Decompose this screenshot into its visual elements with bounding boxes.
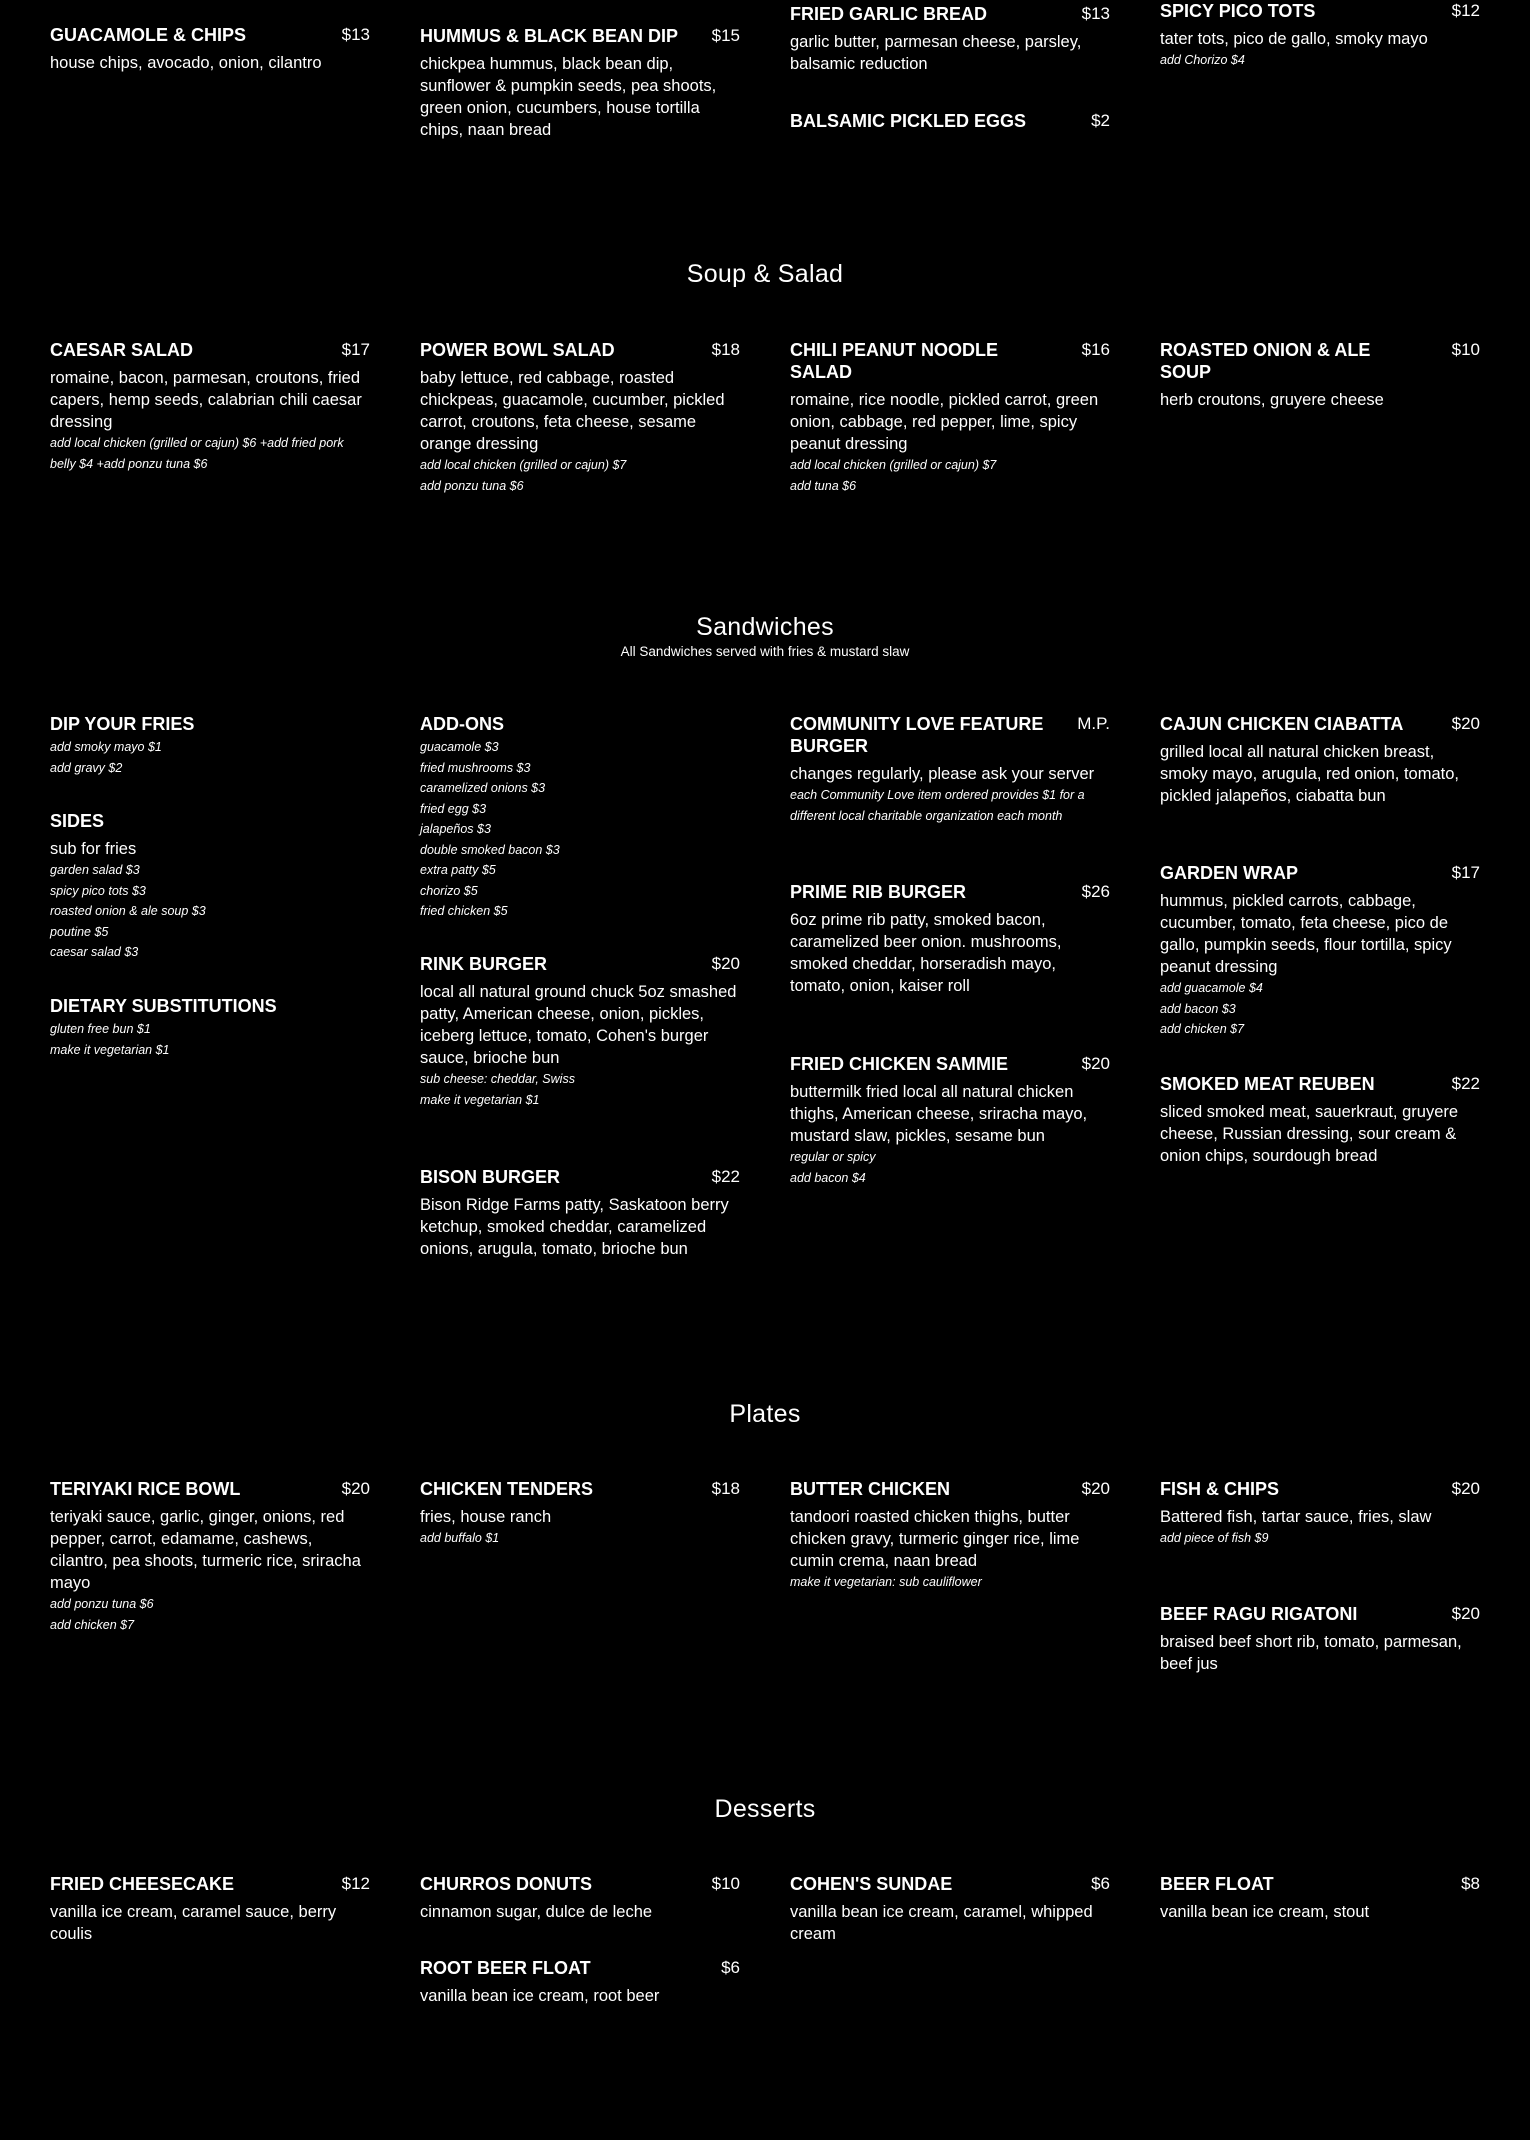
menu-item-note: add bacon $3 (1160, 1001, 1236, 1016)
menu-item-note: add gravy $2 (50, 760, 123, 775)
menu-item-price: $17 (341, 340, 370, 359)
menu-item-name: ROOT BEER FLOAT (420, 1958, 591, 1978)
menu-item-description: 6oz prime rib patty, smoked bacon, caramelized beer onion. mushrooms, smoked cheddar, horseradish mayo, tomato, onion, kaiser roll (790, 911, 1062, 995)
menu-item-smoked-meat-reuben (1160, 1073, 1480, 1167)
menu-item-name: GARDEN WRAP (1160, 863, 1298, 883)
menu-item-description: Battered fish, tartar sauce, fries, slaw (1160, 1508, 1432, 1526)
menu-item-price: $16 (1081, 340, 1110, 359)
menu-item-price: $20 (341, 1479, 370, 1498)
menu-item-description: changes regularly, please ask your server (790, 765, 1095, 783)
menu-item-name: CAJUN CHICKEN CIABATTA (1160, 714, 1404, 734)
section-title-sandwiches: Sandwiches (696, 613, 834, 641)
menu-item-note: jalapeños $3 (420, 822, 491, 836)
menu-item-header (420, 1957, 740, 1979)
menu-item-fried-cheesecake (50, 1873, 370, 1945)
menu-item-note: double smoked bacon $3 (420, 842, 560, 857)
menu-item-prime-rib-burger (790, 881, 1110, 997)
menu-item-fried-chicken-sammie (790, 1053, 1110, 1188)
menu-item-price: $18 (711, 340, 740, 359)
menu-item-header (420, 1873, 740, 1895)
menu-item-description: braised beef short rib, tomato, parmesan, beef jus (1160, 1633, 1462, 1673)
menu-item-name: SPICY PICO TOTS (1160, 1, 1316, 21)
menu-item-price: $6 (721, 1958, 740, 1977)
menu-item-note: fried chicken $5 (420, 904, 508, 918)
menu-item-name: FISH & CHIPS (1160, 1479, 1280, 1499)
menu-item-notes (50, 433, 370, 474)
menu-item-price: $8 (1461, 1874, 1480, 1893)
menu-item-note: add local chicken (grilled or cajun) $6 +add fried pork belly $4 +add ponzu tuna $6 (50, 436, 344, 471)
menu-item-hummus-and-black-bean-dip (420, 25, 740, 141)
menu-item-header (420, 953, 740, 975)
menu-item-note: guacamole $3 (420, 740, 499, 754)
menu-item-notes (420, 455, 740, 496)
section-title-plates: Plates (729, 1400, 801, 1428)
menu-item-churros-donuts (420, 1873, 740, 1923)
menu-item-price: $15 (711, 26, 740, 45)
menu-item-note: make it vegetarian: sub cauliflower (790, 1575, 982, 1589)
menu-item-name: GUACAMOLE & CHIPS (50, 25, 247, 45)
menu-item-header (790, 3, 1110, 25)
menu-item-price: $10 (1451, 340, 1480, 359)
menu-item-name: BUTTER CHICKEN (790, 1479, 950, 1499)
menu-item-price: $10 (711, 1874, 740, 1893)
menu-item-note: regular or spicy (790, 1150, 876, 1164)
menu-item-dip-your-fries (50, 713, 370, 778)
menu-item-name: TERIYAKI RICE BOWL (50, 1479, 241, 1499)
menu-item-name: RINK BURGER (420, 954, 548, 974)
menu-item-header (1160, 1603, 1480, 1625)
menu-item-caesar-salad (50, 339, 370, 474)
menu-item-balsamic-pickled-eggs (790, 110, 1110, 132)
menu-item-name: PRIME RIB BURGER (790, 882, 967, 902)
section-title-desserts: Desserts (714, 1795, 816, 1823)
menu-item-header (420, 1166, 740, 1188)
menu-item-notes (50, 1019, 370, 1060)
menu-item-header (790, 713, 1110, 757)
menu-item-price: $20 (1451, 714, 1480, 733)
menu-item-name: SIDES (50, 811, 105, 831)
menu-item-note: poutine $5 (50, 924, 109, 939)
menu-item-price: $17 (1451, 863, 1480, 882)
menu-item-price: M.P. (1077, 714, 1110, 733)
menu-item-note: fried egg $3 (420, 801, 487, 816)
menu-item-description: tater tots, pico de gallo, smoky mayo (1160, 30, 1428, 48)
menu-item-header (50, 995, 370, 1017)
menu-item-description: chickpea hummus, black bean dip, sunflower & pumpkin seeds, pea shoots, green onion, cucumbers, house tortilla chips, naan bread (420, 55, 717, 139)
menu-item-note: add chicken $7 (50, 1617, 135, 1632)
menu-item-header (790, 881, 1110, 903)
menu-item-notes (790, 1147, 1110, 1188)
menu-item-note: add local chicken (grilled or cajun) $7 (790, 458, 997, 472)
menu-item-description: romaine, rice noodle, pickled carrot, green onion, cabbage, red pepper, lime, spicy peanut dressing (790, 391, 1099, 453)
menu-item-note: add local chicken (grilled or cajun) $7 (420, 458, 627, 472)
menu-item-description: grilled local all natural chicken breast, smoky mayo, arugula, red onion, tomato, pickled jalapeños, ciabatta bun (1160, 743, 1459, 805)
menu-item-rink-burger (420, 953, 740, 1110)
menu-item-name: CHICKEN TENDERS (420, 1479, 594, 1499)
menu-item-description: fries, house ranch (420, 1508, 552, 1526)
menu-item-header (1160, 713, 1480, 735)
menu-item-header (1160, 339, 1480, 383)
menu-item-header (790, 110, 1110, 132)
menu-item-name: ADD-ONS (420, 714, 504, 734)
menu-item-description: local all natural ground chuck 5oz smashed patty, American cheese, onion, pickles, iceberg lettuce, tomato, Cohen's burger sauce, brioche bun (420, 983, 737, 1067)
menu-item-note: extra patty $5 (420, 863, 496, 877)
menu-item-beer-float (1160, 1873, 1480, 1923)
menu-item-note: caesar salad $3 (50, 945, 139, 959)
menu-item-notes (420, 1069, 740, 1110)
menu-item-price: $6 (1091, 1874, 1110, 1893)
menu-item-description: teriyaki sauce, garlic, ginger, onions, red pepper, carrot, edamame, cashews, cilantro, pea shoots, turmeric rice, sriracha mayo (50, 1508, 361, 1592)
menu-item-price: $13 (1081, 4, 1110, 23)
menu-item-beef-ragu-rigatoni (1160, 1603, 1480, 1675)
menu-item-header (420, 339, 740, 361)
menu-item-name: COMMUNITY LOVE FEATURE BURGER (790, 714, 1044, 756)
menu-item-header (50, 1873, 370, 1895)
menu-item-notes (790, 1572, 1110, 1593)
menu-item-notes (1160, 50, 1480, 71)
menu-item-header (1160, 1478, 1480, 1500)
menu-item-name: HUMMUS & BLACK BEAN DIP (420, 26, 678, 46)
menu-item-cajun-chicken-ciabatta (1160, 713, 1480, 807)
menu-item-header (1160, 0, 1480, 22)
menu-item-header (50, 24, 370, 46)
menu-item-note: add buffalo $1 (420, 1531, 500, 1545)
menu-item-note: add guacamole $4 (1160, 981, 1263, 995)
menu-item-chicken-tenders (420, 1478, 740, 1549)
menu-item-name: FRIED CHICKEN SAMMIE (790, 1054, 1009, 1074)
menu-item-sides (50, 810, 370, 963)
section-subtitle-sandwiches: All Sandwiches served with fries & mustard slaw (620, 644, 910, 659)
menu-item-guacamole-and-chips (50, 24, 370, 74)
menu-item-note: sub cheese: cheddar, Swiss (420, 1072, 575, 1086)
menu-item-description: vanilla bean ice cream, caramel, whipped cream (790, 1903, 1093, 1943)
menu-item-header (790, 339, 1110, 383)
menu-item-name: CAESAR SALAD (50, 340, 194, 360)
menu-item-name: BISON BURGER (420, 1167, 561, 1187)
section-title-soup-salad: Soup & Salad (686, 260, 844, 288)
menu-item-header (50, 1478, 370, 1500)
menu-item-note: add smoky mayo $1 (50, 740, 162, 754)
menu-item-note: make it vegetarian $1 (50, 1042, 170, 1057)
menu-item-name: POWER BOWL SALAD (420, 340, 615, 360)
menu-item-description: vanilla bean ice cream, stout (1160, 1903, 1370, 1921)
menu-item-name: FRIED GARLIC BREAD (790, 4, 987, 24)
menu-item-notes (420, 1528, 740, 1549)
menu-item-name: DIETARY SUBSTITUTIONS (50, 996, 277, 1016)
menu-item-description: buttermilk fried local all natural chicken thighs, American cheese, sriracha mayo, mustard slaw, pickles, sesame bun (790, 1083, 1088, 1145)
menu-item-header (50, 713, 370, 735)
menu-item-price: $20 (1451, 1479, 1480, 1498)
menu-item-header (1160, 1073, 1480, 1095)
menu-item-header (790, 1053, 1110, 1075)
menu-item-note: add Chorizo $4 (1160, 53, 1245, 67)
menu-item-note: each Community Love item ordered provides $1 for a different local charitable organization each month (790, 788, 1085, 823)
menu-item-dietary-substitutions (50, 995, 370, 1060)
menu-item-description: sub for fries (50, 840, 137, 858)
menu-item-note: add piece of fish $9 (1160, 1531, 1269, 1545)
menu-item-cohen-s-sundae (790, 1873, 1110, 1945)
menu-item-description: sliced smoked meat, sauerkraut, gruyere cheese, Russian dressing, sour cream & onion chips, sourdough bread (1160, 1103, 1459, 1165)
menu-item-name: CHURROS DONUTS (420, 1874, 593, 1894)
menu-item-note: add bacon $4 (790, 1170, 866, 1185)
menu-item-note: gluten free bun $1 (50, 1022, 151, 1036)
menu-item-name: SMOKED MEAT REUBEN (1160, 1074, 1375, 1094)
menu-item-spicy-pico-tots (1160, 0, 1480, 71)
menu-item-chili-peanut-noodle-salad (790, 339, 1110, 496)
menu-item-community-love-feature-burger (790, 713, 1110, 826)
menu-item-price: $13 (341, 25, 370, 44)
menu-item-note: add ponzu tuna $6 (420, 478, 524, 493)
menu-item-description: garlic butter, parmesan cheese, parsley, balsamic reduction (790, 33, 1082, 73)
menu-item-note: fried mushrooms $3 (420, 760, 531, 775)
menu-item-notes (50, 737, 370, 778)
menu-item-price: $26 (1081, 882, 1110, 901)
menu-item-fish-and-chips (1160, 1478, 1480, 1549)
menu-item-description: cinnamon sugar, dulce de leche (420, 1903, 653, 1921)
menu-item-name: ROASTED ONION & ALE SOUP (1160, 340, 1371, 382)
menu-item-header (1160, 1873, 1480, 1895)
menu-item-header (1160, 862, 1480, 884)
menu-item-description: herb croutons, gruyere cheese (1160, 391, 1384, 409)
menu-item-notes (1160, 978, 1480, 1040)
menu-item-notes (50, 1594, 370, 1635)
menu-item-garden-wrap (1160, 862, 1480, 1040)
menu-item-header (420, 25, 740, 47)
menu-item-description: vanilla bean ice cream, root beer (420, 1987, 660, 2005)
menu-item-note: add ponzu tuna $6 (50, 1597, 154, 1611)
menu-item-description: house chips, avocado, onion, cilantro (50, 54, 322, 72)
menu-item-header (420, 1478, 740, 1500)
menu-item-note: garden salad $3 (50, 863, 140, 877)
menu-item-butter-chicken (790, 1478, 1110, 1593)
menu-item-price: $20 (711, 954, 740, 973)
menu-item-price: $22 (1451, 1074, 1480, 1093)
menu-item-price: $2 (1091, 111, 1110, 130)
menu-item-description: tandoori roasted chicken thighs, butter chicken gravy, turmeric ginger rice, lime cumin crema, naan bread (790, 1508, 1080, 1570)
menu-item-note: roasted onion & ale soup $3 (50, 904, 206, 918)
menu-item-header (50, 339, 370, 361)
menu-item-description: baby lettuce, red cabbage, roasted chickpeas, guacamole, cucumber, pickled carrot, croutons, feta cheese, sesame orange dressing (420, 369, 725, 453)
menu-item-name: BEEF RAGU RIGATONI (1160, 1604, 1358, 1624)
menu-item-fried-garlic-bread (790, 3, 1110, 75)
menu-item-notes (50, 860, 370, 963)
menu-item-note: make it vegetarian $1 (420, 1092, 540, 1107)
menu-item-price: $20 (1081, 1479, 1110, 1498)
menu-item-bison-burger (420, 1166, 740, 1260)
menu-item-roasted-onion-and-ale-soup (1160, 339, 1480, 411)
menu-item-notes (420, 737, 740, 922)
menu-item-note: add tuna $6 (790, 478, 857, 493)
menu-item-header (790, 1873, 1110, 1895)
menu-item-header (790, 1478, 1110, 1500)
menu-item-price: $18 (711, 1479, 740, 1498)
menu-item-name: COHEN'S SUNDAE (790, 1874, 953, 1894)
menu-item-description: vanilla ice cream, caramel sauce, berry coulis (50, 1903, 337, 1943)
menu-item-name: DIP YOUR FRIES (50, 714, 195, 734)
menu-item-notes (790, 455, 1110, 496)
menu-item-header (50, 810, 370, 832)
menu-item-note: add chicken $7 (1160, 1022, 1245, 1036)
menu-item-header (420, 713, 740, 735)
menu-item-notes (1160, 1528, 1480, 1549)
menu-item-price: $12 (1451, 1, 1480, 20)
menu-item-teriyaki-rice-bowl (50, 1478, 370, 1635)
menu-item-root-beer-float (420, 1957, 740, 2007)
menu-item-price: $12 (341, 1874, 370, 1893)
menu-item-price: $20 (1451, 1604, 1480, 1623)
menu-item-name: BEER FLOAT (1160, 1874, 1274, 1894)
menu-item-name: BALSAMIC PICKLED EGGS (790, 111, 1027, 131)
menu-item-note: chorizo $5 (420, 883, 478, 898)
menu-item-note: spicy pico tots $3 (50, 883, 146, 898)
menu-item-notes (790, 785, 1110, 826)
menu-item-description: hummus, pickled carrots, cabbage, cucumber, tomato, feta cheese, pico de gallo, pumpkin seeds, flour tortilla, spicy peanut dressing (1160, 892, 1452, 976)
menu-item-name: CHILI PEANUT NOODLE SALAD (790, 340, 999, 382)
menu-item-price: $22 (711, 1167, 740, 1186)
menu-item-description: Bison Ridge Farms patty, Saskatoon berry ketchup, smoked cheddar, caramelized onions, arugula, tomato, brioche bun (420, 1196, 729, 1258)
menu-item-description: romaine, bacon, parmesan, croutons, fried capers, hemp seeds, calabrian chili caesar dressing (50, 369, 362, 431)
menu-item-add-ons (420, 713, 740, 922)
menu-item-name: FRIED CHEESECAKE (50, 1874, 235, 1894)
menu-item-price: $20 (1081, 1054, 1110, 1073)
menu-item-note: caramelized onions $3 (420, 781, 546, 795)
menu-item-power-bowl-salad (420, 339, 740, 496)
